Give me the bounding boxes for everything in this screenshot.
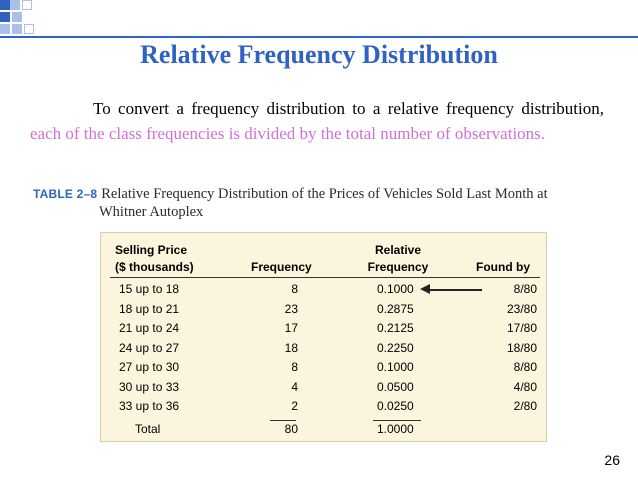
cell-frequency: 17 (284, 321, 298, 335)
header-selling-price (115, 242, 194, 276)
deco-square (22, 0, 32, 10)
header-selling-price-line2: ($ thousands) (115, 260, 194, 274)
cell-frequency: 8 (291, 282, 298, 296)
header-rule (110, 277, 540, 278)
deco-square (12, 12, 22, 22)
header-frequency: Frequency (251, 260, 312, 274)
cell-relative: 0.1000 (377, 360, 414, 374)
total-label: Total (135, 422, 161, 436)
header-found-by: Found by (476, 260, 530, 274)
cell-found-by: 8/80 (513, 282, 537, 296)
table-label: TABLE 2–8 (33, 187, 98, 201)
header-selling-price-line1: Selling Price (115, 243, 188, 257)
table-row (100, 360, 547, 379)
intro-paragraph (30, 96, 604, 146)
cell-relative: 0.2250 (377, 340, 414, 355)
paragraph-highlight-text: each of the class frequencies is divided by the total number of observations. (30, 124, 546, 143)
cell-found-by: 4/80 (513, 379, 537, 394)
cell-relative: 0.2875 (377, 301, 414, 316)
cell-frequency: 8 (291, 360, 298, 374)
cell-price: 15 up to 18 (119, 282, 180, 296)
cell-found-by: 2/80 (513, 399, 537, 413)
table-total-row (100, 422, 547, 441)
table-row (100, 399, 547, 418)
table-row (100, 282, 547, 301)
title-rule (0, 36, 638, 38)
deco-square (0, 24, 10, 34)
cell-found-by: 23/80 (506, 301, 537, 316)
arrow-line (428, 289, 482, 291)
table-row (100, 341, 547, 360)
cell-price: 21 up to 24 (119, 321, 180, 335)
cell-price: 27 up to 30 (119, 360, 180, 374)
cell-relative: 0.2125 (377, 321, 414, 335)
cell-found-by: 17/80 (506, 321, 537, 335)
cell-relative: 0.1000 (377, 282, 414, 296)
cell-frequency: 18 (284, 340, 298, 355)
header-relative-line2: Frequency (367, 260, 429, 274)
frequency-sum-rule (270, 420, 296, 421)
slide-title: Relative Frequency Distribution (140, 40, 498, 69)
cell-found-by: 18/80 (506, 340, 537, 355)
table-row (100, 302, 547, 321)
table-caption-line1: Relative Frequency Distribution of the Prices of Vehicles Sold Last Month at (101, 186, 548, 202)
cell-relative: 0.0250 (377, 399, 414, 413)
page-number: 26 (604, 452, 620, 468)
deco-square (12, 24, 22, 34)
cell-frequency: 23 (284, 301, 298, 316)
total-frequency: 80 (284, 422, 298, 436)
table-row (100, 380, 547, 399)
cell-price: 33 up to 36 (119, 399, 180, 413)
deco-square (10, 0, 20, 10)
cell-frequency: 2 (291, 399, 298, 413)
total-relative: 1.0000 (377, 422, 414, 436)
paragraph-black-text: To convert a frequency distribution to a relative frequency distribution, (93, 99, 604, 118)
header-relative-line1: Relative (374, 243, 422, 257)
deco-square (24, 24, 34, 34)
left-arrow-icon (420, 284, 430, 294)
cell-price: 24 up to 27 (119, 340, 180, 355)
table-caption (33, 185, 613, 221)
table-row (100, 321, 547, 340)
cell-price: 18 up to 21 (119, 301, 180, 316)
relative-sum-rule (373, 420, 421, 421)
cell-frequency: 4 (291, 379, 298, 394)
cell-found-by: 8/80 (513, 360, 537, 374)
deco-square (0, 0, 10, 10)
cell-relative: 0.0500 (377, 379, 414, 394)
table-caption-line2: Whitner Autoplex (99, 204, 204, 220)
deco-square (0, 12, 10, 22)
header-relative-frequency (367, 242, 429, 276)
cell-price: 30 up to 33 (119, 379, 180, 394)
